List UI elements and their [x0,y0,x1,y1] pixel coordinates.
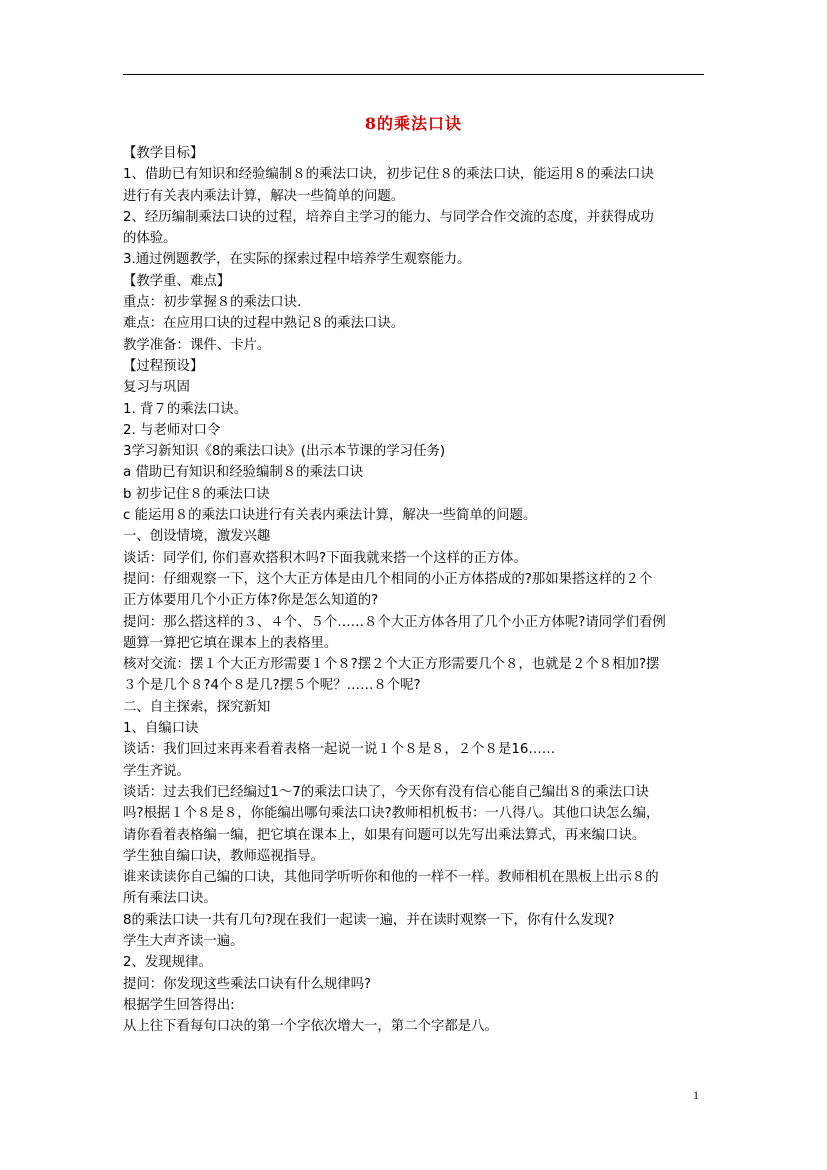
text-line: 从上往下看每句口决的第一个字依次增大一，第二个字都是八。 [123,1019,498,1035]
text-line: 的体验。 [123,231,177,247]
text-line: 正方体要用几个小正方体?你是怎么知道的? [123,593,379,609]
text-line: 重点：初步掌握８的乘法口诀. [123,295,302,311]
text-line: 题算一算把它填在课本上的表格里。 [123,635,338,651]
text-line: 【教学重、难点】 [123,273,231,289]
text-line: 二、自主探索，探究新知 [123,699,271,715]
text-line: a 借助已有知识和经验编制８的乘法口诀 [123,465,364,481]
text-line: 请你看着表格编一编，把它填在课本上，如果有问题可以先写出乘法算式，再来编口诀。 [123,827,646,843]
text-line: 1、借助已有知识和经验编制８的乘法口诀，初步记住８的乘法口诀，能运用８的乘法口诀 [123,167,654,183]
text-line: c 能运用８的乘法口诀进行有关表内乘法计算，解决一些简单的问题。 [123,508,537,524]
text-line: 一、创设情境，激发兴趣 [123,529,271,545]
text-line: 【过程预设】 [123,358,204,374]
text-line: 1、自编口诀 [123,721,199,737]
document-title: 8的乘法口诀 [364,114,463,133]
text-line: 1. 背７的乘法口诀。 [123,401,248,417]
text-line: 学生独自编口诀，教师巡视指导。 [123,848,324,864]
text-line: 所有乘法口诀。 [123,891,217,907]
text-line: 进行有关表内乘法计算，解决一些简单的问题。 [123,188,405,204]
text-line: 谈话：同学们, 你们喜欢搭积木吗?下面我就来搭一个这样的正方体。 [123,550,527,566]
text-line: 谈话：我们回过来再来看着表格一起说一说１个８是８，２个８是16…… [123,742,556,758]
text-line: 3学习新知识《8的乘法口诀》(出示本节课的学习任务) [123,444,446,460]
text-line: ３个是几个８?4个８是几?摆５个呢？……８个呢? [123,678,421,694]
text-line: 难点：在应用口诀的过程中熟记８的乘法口诀。 [123,316,405,332]
text-line: 学生齐说。 [123,763,190,779]
text-line: 教学准备：课件、卡片。 [123,337,271,353]
text-line: 谈话：过去我们已经编过1～7的乘法口诀了，今天你有没有信心能自己编出８的乘法口诀 [123,784,649,800]
text-line: 提问：仔细观察一下，这个大正方体是由几个相同的小正方体搭成的?那如果搭这样的２个 [123,571,653,587]
text-line: 提问：那么搭这样的３、４个、５个……８个大正方体各用了几个小正方体呢?请同学们看例 [123,614,666,630]
text-line: 2、发现规律。 [123,955,212,971]
text-line: 学生大声齐读一遍。 [123,933,244,949]
text-line: b 初步记住８的乘法口诀 [123,486,270,502]
text-line: 核对交流：摆１个大正方形需要１个８?摆２个大正方形需要几个８，也就是２个８相加?摆 [123,657,660,673]
page-number: 1 [693,1088,699,1102]
text-line: 提问：你发现这些乘法口诀有什么规律吗? [123,976,372,992]
text-line: 2、经历编制乘法口诀的过程，培养自主学习的能力、与同学合作交流的态度，并获得成功 [123,209,654,225]
text-line: 3.通过例题教学，在实际的探索过程中培养学生观察能力。 [123,252,471,268]
document-body [123,143,704,1037]
text-line: 谁来读读你自己编的口诀，其他同学听听你和他的一样不一样。教师相机在黑板上出示８的 [123,870,659,886]
text-line: 根据学生回答得出: [123,997,235,1013]
text-line: 复习与巩固 [123,380,190,396]
text-line: 【教学目标】 [123,146,204,161]
header-rule [123,74,704,75]
text-line: 吗?根据１个８是８，你能编出哪句乘法口诀?教师相机板书：一八得八。其他口诀怎么编， [123,806,660,822]
text-line: 2. 与老师对口令 [123,422,221,438]
text-line: 8的乘法口诀一共有几句?现在我们一起读一遍，并在读时观察一下，你有什么发现? [123,912,615,928]
